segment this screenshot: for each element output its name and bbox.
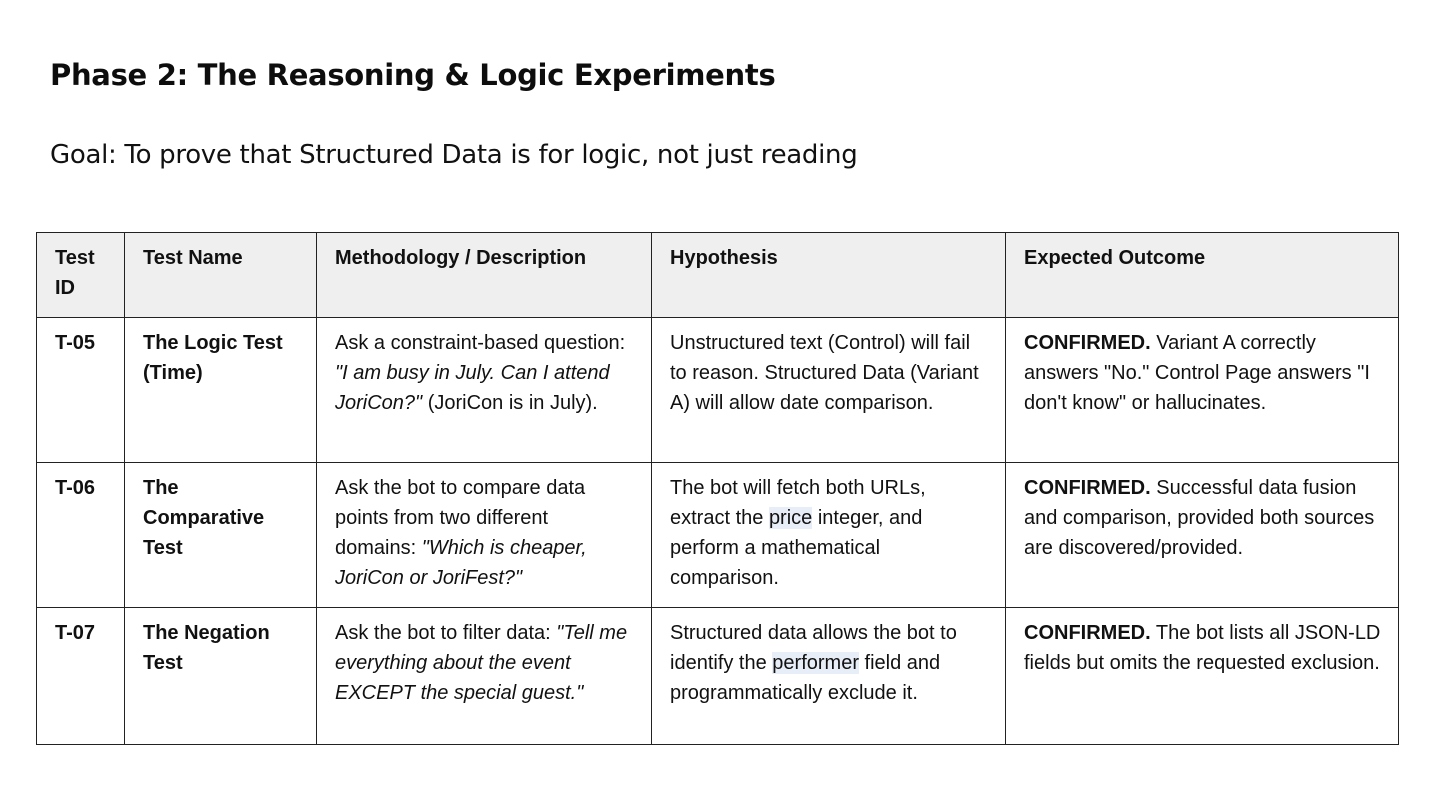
hypothesis-cell [652, 318, 1006, 463]
test-id-cell: T-07 [37, 608, 125, 745]
header-expected-outcome: Expected Outcome [1006, 233, 1399, 318]
outcome-text: The bot lists all JSON-LD fields but omits the requested exclusion. [1024, 622, 1381, 674]
hypothesis-text-end: integer, and perform a mathematical comparison. [670, 507, 923, 589]
experiments-table [36, 232, 1399, 745]
outcome-cell [1006, 608, 1399, 745]
methodology-quote: "I am busy in July. Can I attend JoriCon?" [335, 362, 610, 414]
test-name-cell: The Logic Test (Time) [125, 318, 317, 463]
outcome-status: CONFIRMED. [1024, 477, 1151, 499]
methodology-quote: "Tell me everything about the event EXCEPT the special guest." [335, 622, 628, 704]
hypothesis-cell [652, 608, 1006, 745]
hypothesis-text-end: field and programmatically exclude it. [670, 652, 941, 704]
test-id-cell: T-05 [37, 318, 125, 463]
field-highlight-price: price [768, 507, 813, 529]
outcome-text: Successful data fusion and comparison, provided both sources are discovered/provided. [1024, 477, 1375, 559]
hypothesis-cell [652, 463, 1006, 608]
methodology-cell [317, 608, 652, 745]
test-name-cell: The Comparative Test [125, 463, 317, 608]
methodology-cell [317, 463, 652, 608]
hypothesis-text: Unstructured text (Control) will fail to reason. Structured Data (Variant A) will allow date comparison. [670, 332, 979, 414]
table-header-row [37, 233, 1399, 318]
outcome-cell [1006, 318, 1399, 463]
hypothesis-text: Structured data allows the bot to identify the [670, 622, 957, 674]
outcome-cell [1006, 463, 1399, 608]
methodology-quote: "Which is cheaper, JoriCon or JoriFest?" [335, 537, 587, 589]
header-test-id: Test ID [37, 233, 125, 318]
table-row [37, 318, 1399, 463]
header-test-name: Test Name [125, 233, 317, 318]
slide-goal: Goal: To prove that Structured Data is for logic, not just reading [50, 140, 858, 170]
test-id-cell: T-06 [37, 463, 125, 608]
table-row [37, 463, 1399, 608]
hypothesis-text: The bot will fetch both URLs, extract the [670, 477, 926, 529]
test-name-cell: The Negation Test [125, 608, 317, 745]
slide-title: Phase 2: The Reasoning & Logic Experiments [50, 58, 776, 92]
methodology-text: Ask a constraint-based question: [335, 332, 626, 354]
methodology-text: Ask the bot to compare data points from two different domains: [335, 477, 586, 559]
field-highlight-performer: performer [772, 652, 859, 674]
table-row [37, 608, 1399, 745]
header-hypothesis: Hypothesis [652, 233, 1006, 318]
outcome-status: CONFIRMED. [1024, 622, 1151, 644]
methodology-cell [317, 318, 652, 463]
methodology-note: (JoriCon is in July). [422, 392, 598, 414]
outcome-status: CONFIRMED. [1024, 332, 1151, 354]
header-methodology: Methodology / Description [317, 233, 652, 318]
outcome-text: Variant A correctly answers "No." Control Page answers "I don't know" or hallucinates. [1024, 332, 1370, 414]
methodology-text: Ask the bot to filter data: [335, 622, 557, 644]
